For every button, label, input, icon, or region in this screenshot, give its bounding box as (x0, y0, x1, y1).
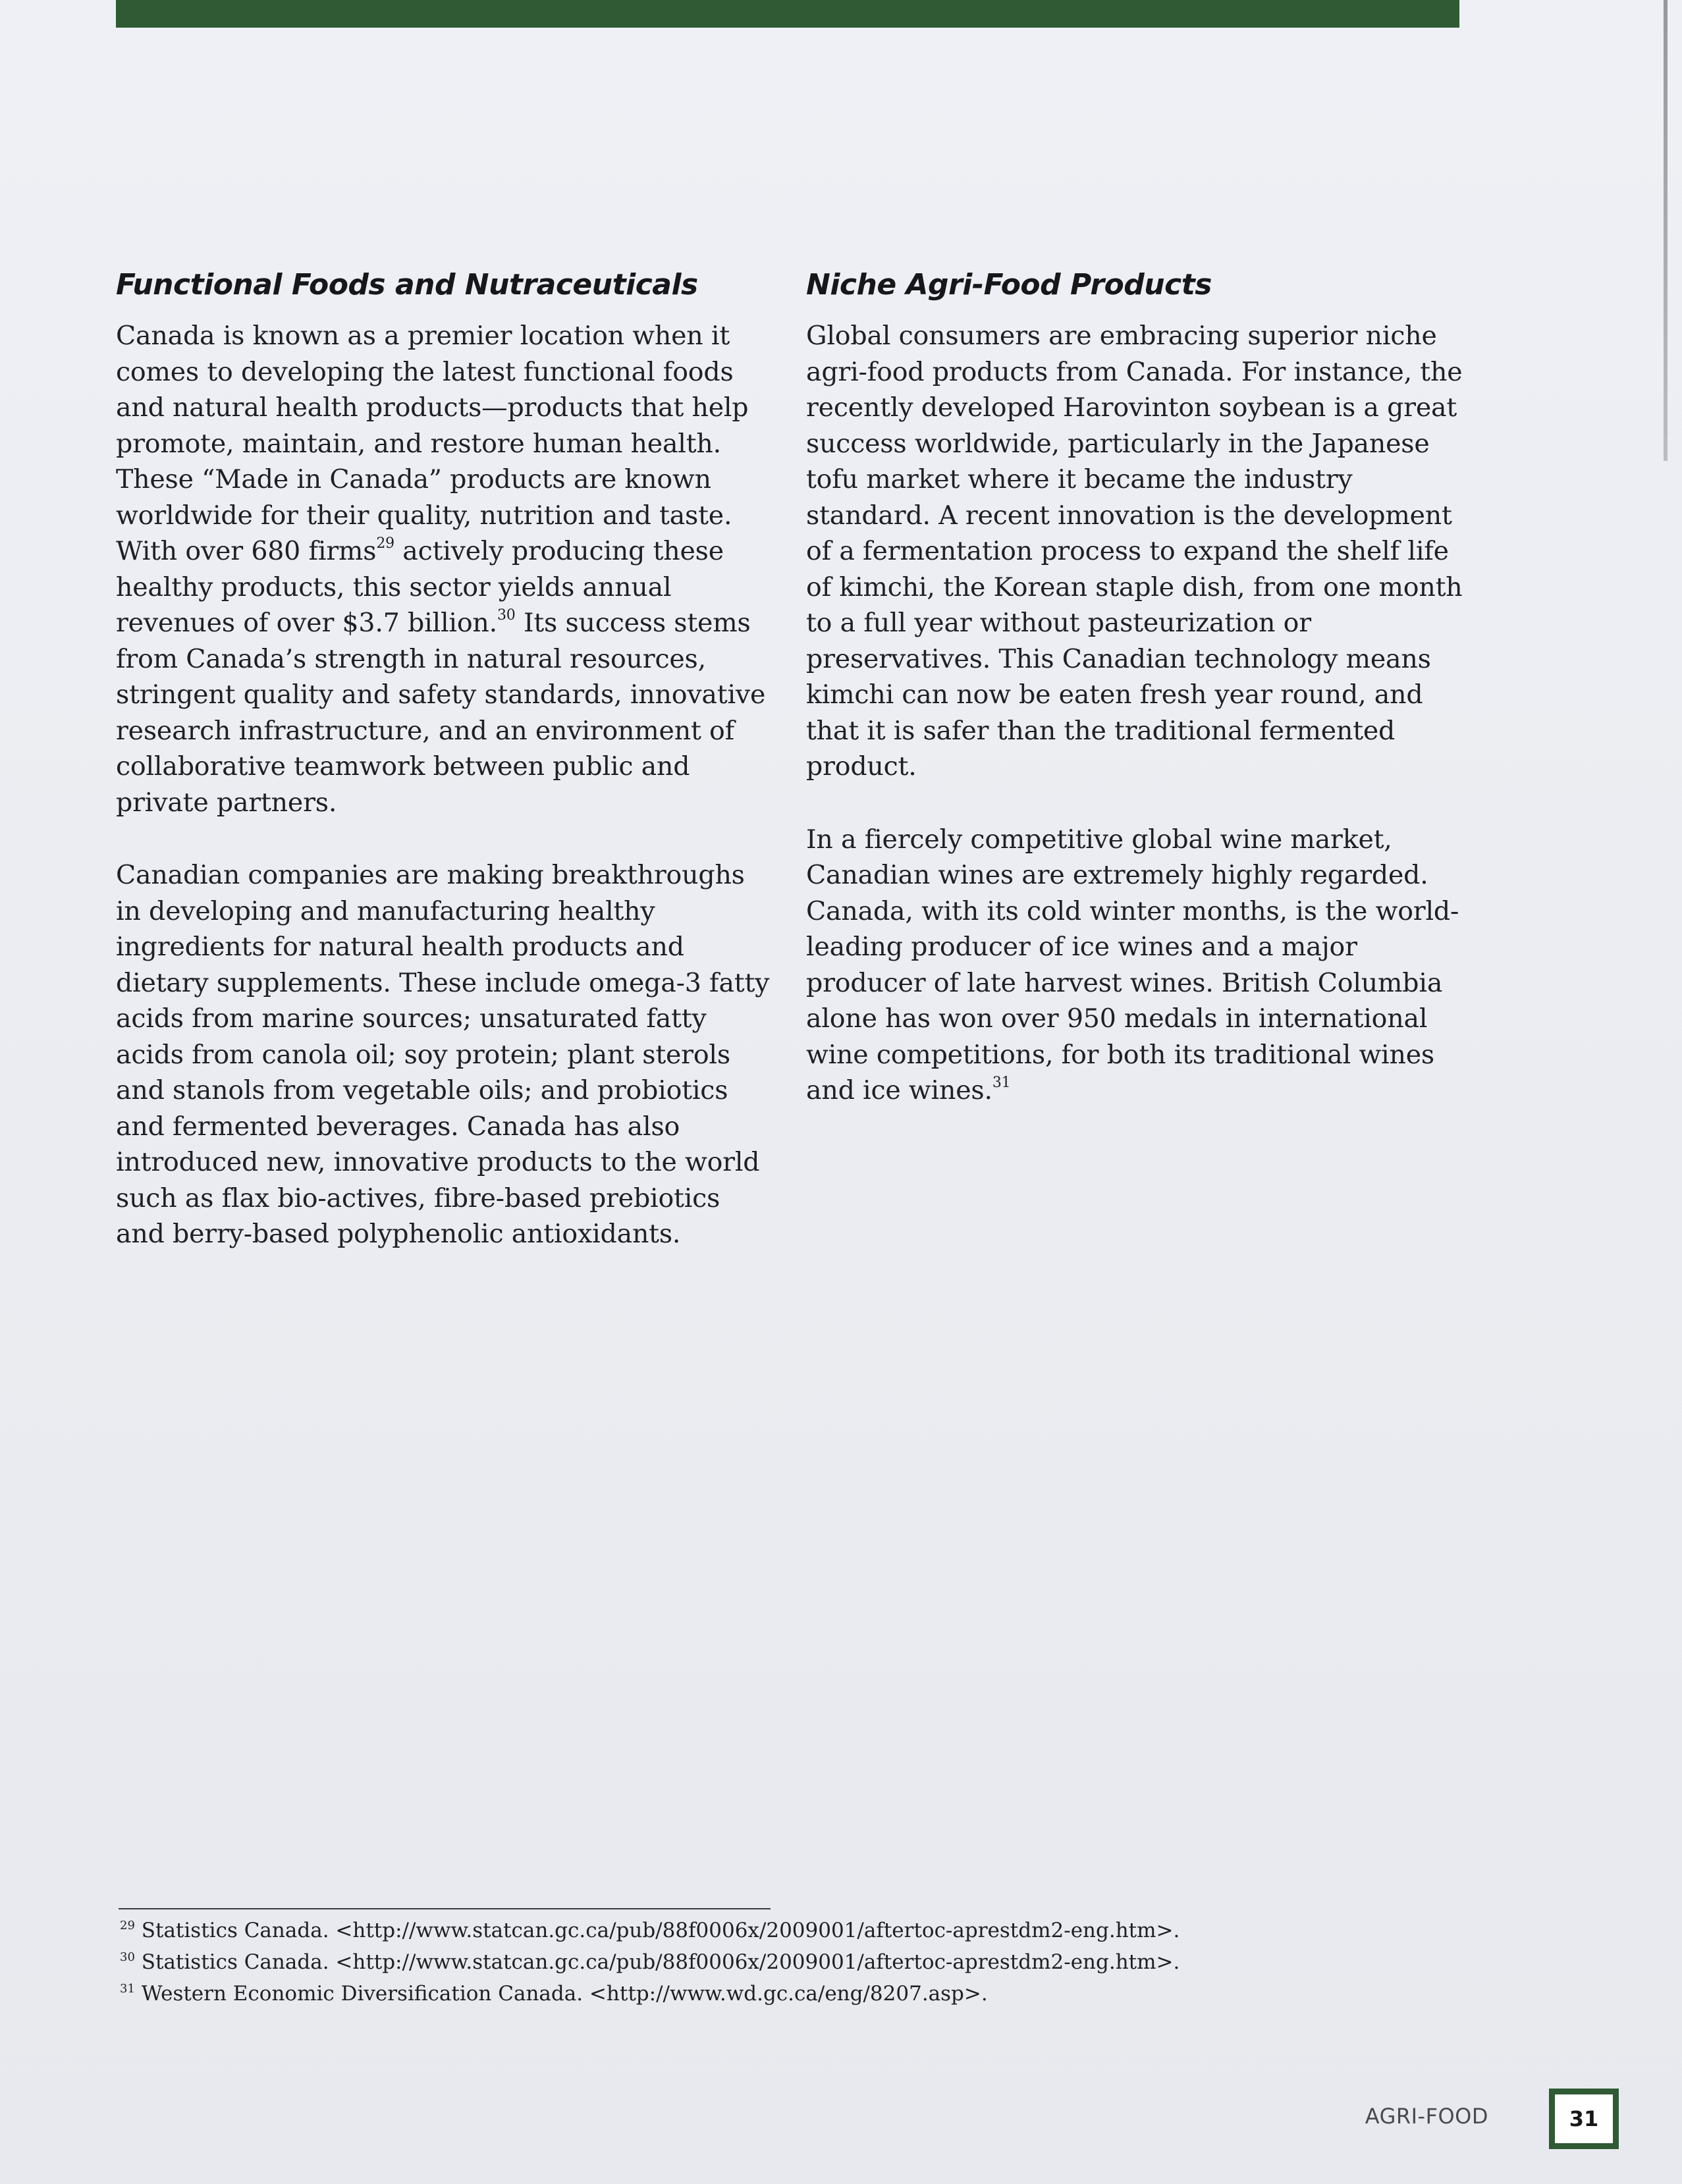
section-heading-functional-foods: Functional Foods and Nutraceuticals (116, 268, 698, 302)
paragraph-wine-market (806, 822, 1465, 1109)
paragraph-text: Its success stems from Canada’s strength in natural resources, stringent quality and safety standards, innovative research infrastructure, and an environment of collaborative teamwork between public and private partners. (116, 608, 766, 818)
paragraph-text: actively producing these healthy products, this sector yields annual revenues of over $3.7 billion. (116, 536, 724, 638)
footnote-ref-29: 29 (376, 535, 394, 552)
footnotes (120, 1915, 1503, 2010)
footnote-31 (120, 1978, 1503, 2010)
footnote-number: 29 (120, 1919, 135, 1932)
page-number-box (1549, 2089, 1619, 2149)
page-edge-shadow (1664, 0, 1668, 461)
footnote-29 (120, 1915, 1503, 1946)
footnote-text: Western Economic Diversification Canada. <http://www.wd.gc.ca/eng/8207.asp>. (134, 1982, 988, 2006)
footnote-30 (120, 1946, 1503, 1978)
right-column (806, 265, 1465, 1146)
footnote-text: Statistics Canada. <http://www.statcan.gc.ca/pub/88f0006x/2009001/aftertoc-aprestdm2-eng.htm>. (134, 1919, 1180, 1942)
section-heading-niche-agri-food: Niche Agri-Food Products (806, 268, 1212, 302)
left-column (116, 265, 774, 1289)
footnote-number: 31 (120, 1982, 135, 1996)
footnote-text: Statistics Canada. <http://www.statcan.gc.ca/pub/88f0006x/2009001/aftertoc-aprestdm2-eng.htm>. (134, 1950, 1180, 1974)
footer-section-label: AGRI-FOOD (1365, 2104, 1488, 2129)
footnote-number: 30 (120, 1950, 135, 1964)
top-color-band (116, 0, 1459, 28)
paragraph-text: Canada is known as a premier location when it comes to developing the latest functional foods and natural health products—products that help promote, maintain, and restore human health. These “Made in Canada” products are known worldwide for their quality, nutrition and taste. With over 680 firms (116, 321, 749, 566)
paragraph-niche-products: Global consumers are embracing superior niche agri-food products from Canada. For instance, the recently developed Harovinton soybean is a great success worldwide, particularly in the Japanese tofu market where it became the industry standard. A recent innovation is the development of a fermentation process to expand the shelf life of kimchi, the Korean staple dish, from one month to a full year without pasteurization or preservatives. This Canadian technology means kimchi can now be eaten fresh year round, and that it is safer than the traditional fermented product. (806, 321, 1463, 782)
paragraph-functional-foods-intro (116, 318, 774, 820)
paragraph-canadian-companies: Canadian companies are making breakthroughs in developing and manufacturing healthy ingredients for natural health products and dietary supplements. These include omega-3 fatty acids from marine sources; unsaturated fatty acids from canola oil; soy protein; plant sterols and stanols from vegetable oils; and probiotics and fermented beverages. Canada has also introduced new, innovative products to the world such as flax bio-actives, fibre-based prebiotics and berry-based polyphenolic antioxidants. (116, 860, 770, 1249)
footnote-ref-31: 31 (992, 1075, 1011, 1091)
page-number: 31 (1555, 2094, 1613, 2143)
footnote-divider (119, 1908, 771, 1909)
footnote-ref-30: 30 (497, 607, 516, 624)
paragraph-text: In a fiercely competitive global wine market, Canadian wines are extremely highly regarded. Canada, with its cold winter months, is the world-leading producer of ice wines and a major producer of late harvest wines. British Columbia alone has won over 950 medals in international wine competitions, for both its traditional wines and ice wines. (806, 824, 1459, 1105)
